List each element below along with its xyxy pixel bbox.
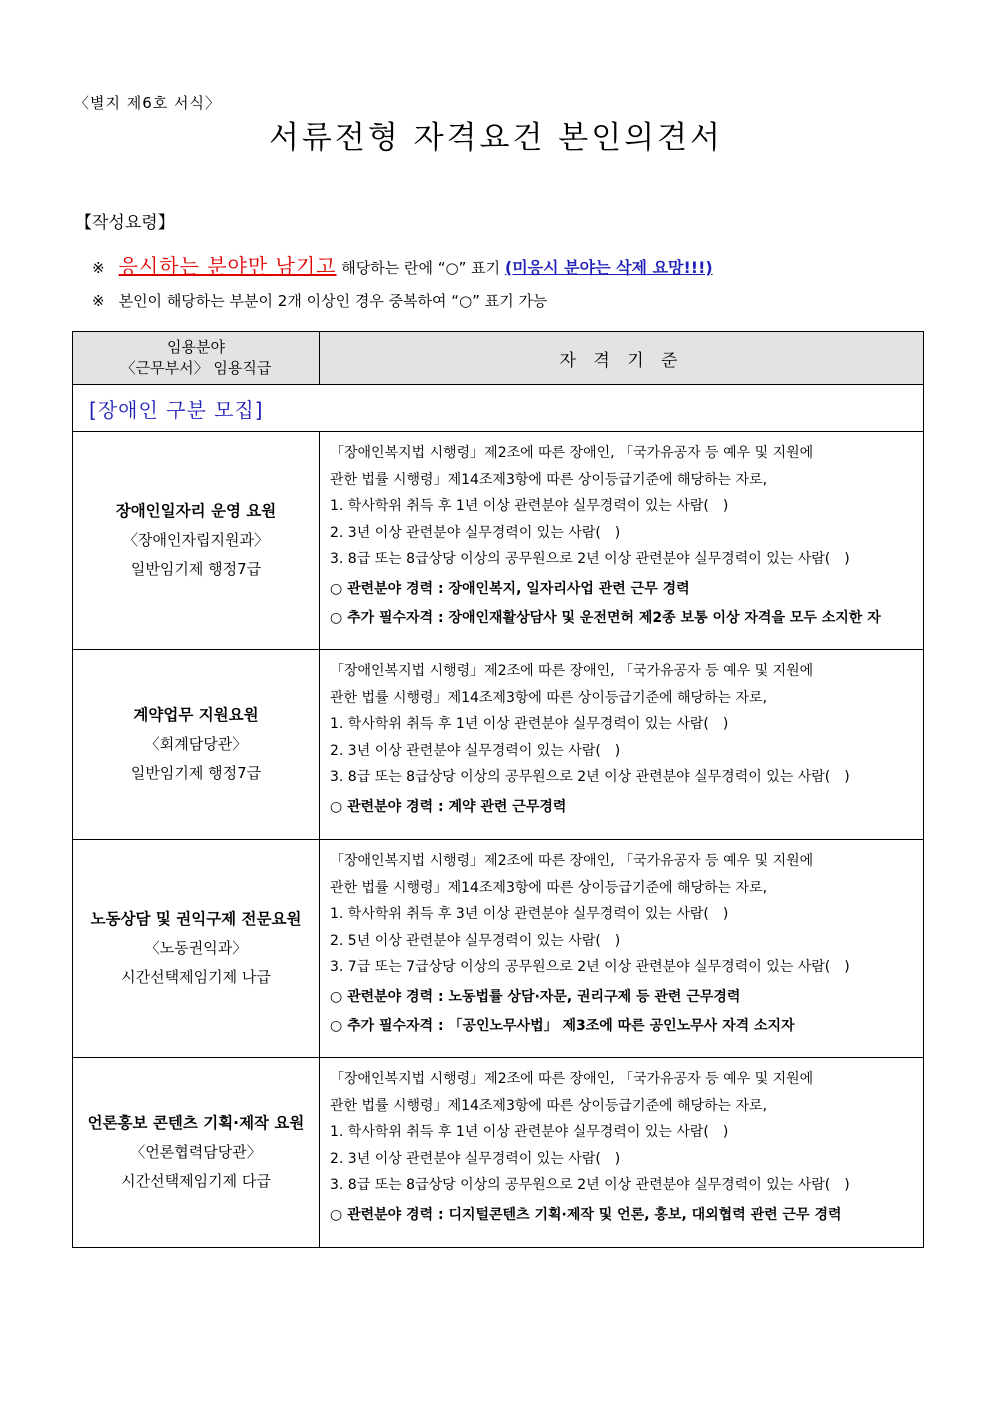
section-title: [장애인 구분 모집] xyxy=(73,385,924,432)
required-qualification-line: ○ 관련분야 경력 : 노동법률 상담·자문, 권리구제 등 관련 근무경력 xyxy=(330,988,741,1005)
note-text: 해당하는 란에 “○” 표기 xyxy=(336,259,505,277)
criteria-line: 3. 8급 또는 8급상당 이상의 공무원으로 2년 이상 관련분야 실무경력이 있는 사람( ) xyxy=(330,1177,850,1193)
form-number-label: 〈별지 제6호 서식〉 xyxy=(74,94,222,112)
criteria-cell xyxy=(320,650,924,840)
document-title: 서류전형 자격요건 본인의견서 xyxy=(268,120,723,156)
criteria-line: 「장애인복지법 시행령」제2조에 따른 장애인, 「국가유공자 등 예우 및 지원에 xyxy=(330,1071,814,1087)
note-text: 본인이 해당하는 부분이 2개 이상인 경우 중복하여 “○” 표기 가능 xyxy=(118,292,548,310)
required-qualification-line: ○ 관련분야 경력 : 계약 관련 근무경력 xyxy=(330,798,567,815)
guide-note-2 xyxy=(92,290,547,311)
department-label: 〈노동권익과〉 xyxy=(144,939,248,957)
criteria-line: 1. 학사학위 취득 후 1년 이상 관련분야 실무경력이 있는 사람( ) xyxy=(330,498,729,514)
qualification-table xyxy=(72,331,924,1248)
department-label: 〈언론협력담당관〉 xyxy=(130,1143,262,1161)
criteria-line: 관한 법률 시행령」제14조제3항에 따른 상이등급기준에 해당하는 자로, xyxy=(330,1097,768,1114)
criteria-line: 관한 법률 시행령」제14조제3항에 따른 상이등급기준에 해당하는 자로, xyxy=(330,471,768,488)
table-body xyxy=(73,432,924,1248)
criteria-line: 2. 3년 이상 관련분야 실무경력이 있는 사람( ) xyxy=(330,524,621,541)
required-qualification-line: ○ 관련분야 경력 : 디지털콘텐츠 기획·제작 및 언론, 홍보, 대외협력 관련 근무 경력 xyxy=(330,1206,842,1223)
required-qualification-line: ○ 추가 필수자격 : 「공인노무사법」 제3조에 따른 공인노무사 자격 소지자 xyxy=(330,1018,795,1034)
table-row xyxy=(73,1058,924,1248)
criteria-line: 1. 학사학위 취득 후 3년 이상 관련분야 실무경력이 있는 사람( ) xyxy=(330,906,729,922)
reference-mark-icon: ※ xyxy=(92,259,105,277)
blue-emphasis-text: (미응시 분야는 삭제 요망!!!) xyxy=(504,258,713,277)
table-row xyxy=(73,432,924,650)
job-title: 언론홍보 콘텐츠 기획·제작 요원 xyxy=(87,1114,305,1132)
position-cell xyxy=(73,432,320,650)
criteria-cell xyxy=(320,432,924,650)
required-qualification-line: ○ 관련분야 경력 : 장애인복지, 일자리사업 관련 근무 경력 xyxy=(330,580,690,597)
table-header-row xyxy=(73,332,924,385)
header-grade-label: 〈근무부서〉 임용직급 xyxy=(120,359,272,377)
header-criteria-cell: 자 격 기 준 xyxy=(320,332,924,385)
reference-mark-icon: ※ xyxy=(92,292,105,310)
grade-label: 시간선택제임기제 나급 xyxy=(121,968,271,986)
header-field-label: 임용분야 xyxy=(167,338,225,356)
position-cell xyxy=(73,650,320,840)
header-field-cell xyxy=(73,332,320,385)
grade-label: 일반임기제 행정7급 xyxy=(130,560,262,578)
job-title: 장애인일자리 운영 요원 xyxy=(115,502,277,520)
table-row xyxy=(73,840,924,1058)
department-label: 〈장애인자립지원과〉 xyxy=(123,531,269,549)
criteria-line: 1. 학사학위 취득 후 1년 이상 관련분야 실무경력이 있는 사람( ) xyxy=(330,716,729,732)
position-cell xyxy=(73,1058,320,1248)
criteria-line: 1. 학사학위 취득 후 1년 이상 관련분야 실무경력이 있는 사람( ) xyxy=(330,1124,729,1140)
job-title: 노동상담 및 권익구제 전문요원 xyxy=(90,910,302,928)
position-cell xyxy=(73,840,320,1058)
table-row xyxy=(73,650,924,840)
criteria-line: 「장애인복지법 시행령」제2조에 따른 장애인, 「국가유공자 등 예우 및 지원에 xyxy=(330,445,814,461)
criteria-line: 2. 3년 이상 관련분야 실무경력이 있는 사람( ) xyxy=(330,742,621,759)
criteria-line: 관한 법률 시행령」제14조제3항에 따른 상이등급기준에 해당하는 자로, xyxy=(330,879,768,896)
criteria-line: 「장애인복지법 시행령」제2조에 따른 장애인, 「국가유공자 등 예우 및 지원에 xyxy=(330,663,814,679)
grade-label: 일반임기제 행정7급 xyxy=(130,764,262,782)
criteria-line: 「장애인복지법 시행령」제2조에 따른 장애인, 「국가유공자 등 예우 및 지원에 xyxy=(330,853,814,869)
job-title: 계약업무 지원요원 xyxy=(133,706,259,724)
criteria-cell xyxy=(320,840,924,1058)
guide-heading: 【작성요령】 xyxy=(75,213,175,233)
criteria-line: 3. 8급 또는 8급상당 이상의 공무원으로 2년 이상 관련분야 실무경력이 있는 사람( ) xyxy=(330,769,850,785)
section-row xyxy=(73,385,924,432)
criteria-line: 관한 법률 시행령」제14조제3항에 따른 상이등급기준에 해당하는 자로, xyxy=(330,689,768,706)
criteria-cell xyxy=(320,1058,924,1248)
criteria-line: 2. 5년 이상 관련분야 실무경력이 있는 사람( ) xyxy=(330,932,621,949)
grade-label: 시간선택제임기제 다급 xyxy=(121,1172,271,1190)
required-qualification-line: ○ 추가 필수자격 : 장애인재활상담사 및 운전면허 제2종 보통 이상 자격을 모두 소지한 자 xyxy=(330,610,881,626)
criteria-line: 3. 8급 또는 8급상당 이상의 공무원으로 2년 이상 관련분야 실무경력이 있는 사람( ) xyxy=(330,551,850,567)
guide-note-1 xyxy=(92,250,713,279)
criteria-line: 3. 7급 또는 7급상당 이상의 공무원으로 2년 이상 관련분야 실무경력이 있는 사람( ) xyxy=(330,959,850,975)
red-emphasis-text: 응시하는 분야만 남기고 xyxy=(118,254,337,278)
criteria-line: 2. 3년 이상 관련분야 실무경력이 있는 사람( ) xyxy=(330,1150,621,1167)
department-label: 〈회계담당관〉 xyxy=(144,735,248,753)
